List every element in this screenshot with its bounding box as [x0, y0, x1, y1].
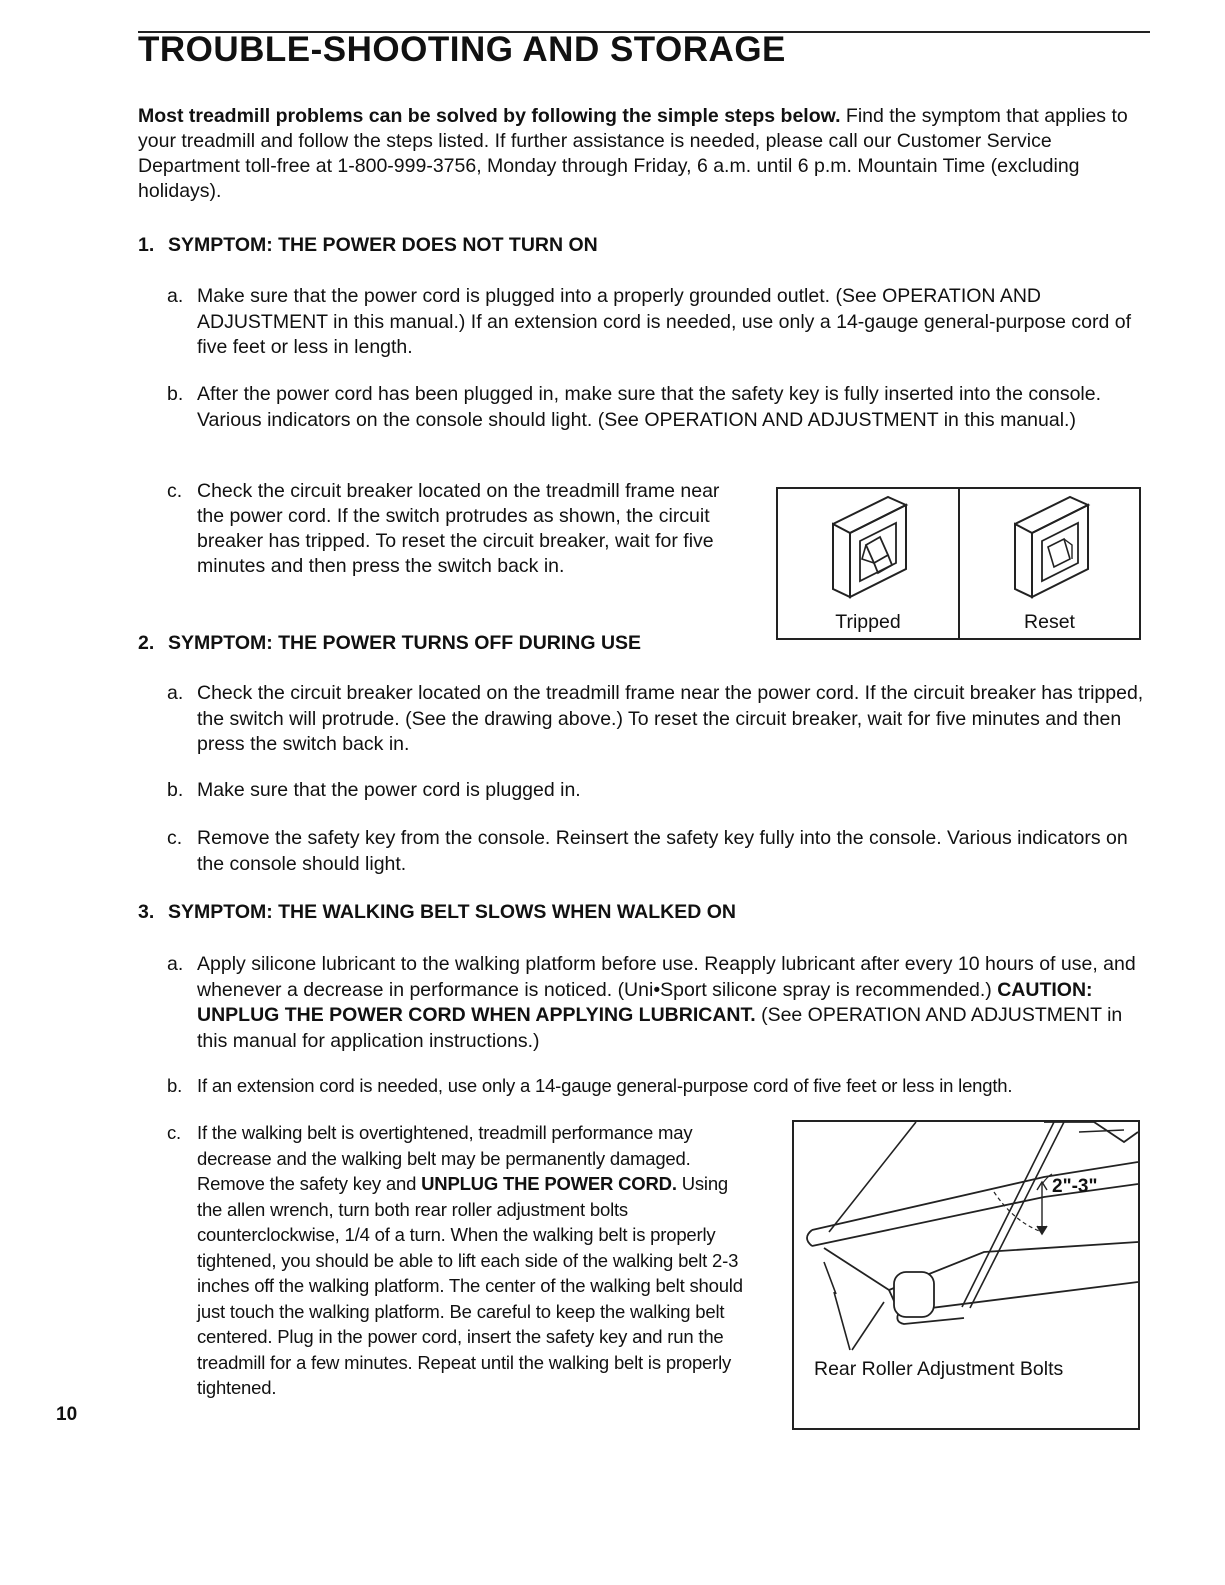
rear-roller-illustration [794, 1122, 1138, 1352]
reset-panel [960, 489, 1139, 638]
section-1-heading: 1. SYMPTOM: THE POWER DOES NOT TURN ON [138, 234, 598, 256]
page-number: 10 [56, 1404, 78, 1425]
section-3-item-a: a. Apply silicone lubricant to the walking platform before use. Reapply lubricant after every 10 hours of use, and whenever a decrease in performance is noticed. (Uni•Sport silicone spray is recommended.) CAUTION: UNPLUG THE POWER CORD WHEN APPLYING LUBRICANT. (See OPERATION AND ADJUSTMENT in this manual for application instructions.) [167, 953, 1136, 1052]
rear-roller-figure [792, 1120, 1140, 1430]
section-2-item-b: b. Make sure that the power cord is plugged in. [167, 779, 581, 801]
section-1-item-b: b. After the power cord has been plugged in, make sure that the safety key is fully inserted into the console. Various indicators on the console should light. (See OPERATION AND ADJUSTMENT in this manual.) [167, 383, 1102, 431]
tripped-switch-illustration [778, 489, 958, 609]
reset-label: Reset [1024, 611, 1075, 633]
page-title: TROUBLE-SHOOTING AND STORAGE [138, 30, 786, 69]
caution-text: CAUTION: UNPLUG THE POWER CORD WHEN APPLYING LUBRICANT. [197, 978, 1093, 1026]
section-3-heading: 3. SYMPTOM: THE WALKING BELT SLOWS WHEN WALKED ON [138, 901, 737, 923]
reset-switch-illustration [960, 489, 1139, 609]
section-2-item-a: a. Check the circuit breaker located on the treadmill frame near the power cord. If the circuit breaker has tripped, the switch will protrude. (See the drawing above.) To reset the circuit breaker, wait for five minutes and then press the switch back in. [167, 682, 1144, 755]
tripped-panel [778, 489, 958, 638]
circuit-breaker-figure [776, 487, 1141, 640]
section-3-item-c: c. If the walking belt is overtightened, treadmill performance may decrease and the walking belt may be permanently damaged. Remove the safety key and UNPLUG THE POWER CORD. Using the allen wrench, turn both rear roller adjustment bolts counterclockwise, 1/4 of a turn. When the walking belt is properly tightened, you should be able to lift each side of the walking belt 2-3 inches off the walking platform. The center of the walking belt should just touch the walking platform. Be careful to keep the walking belt centered. Plug in the power cord, insert the safety key and run the treadmill for a few minutes. Repeat until the walking belt is properly tightened. [167, 1122, 743, 1398]
section-1-item-c: c. Check the circuit breaker located on the treadmill frame near the power cord. If the switch protrudes as shown, the circuit breaker has tripped. To reset the circuit breaker, wait for five minutes and then press the switch back in. [167, 480, 720, 577]
belt-lift-measurement: 2"-3" [1052, 1176, 1098, 1197]
rear-roller-label: Rear Roller Adjustment Bolts [814, 1358, 1064, 1380]
intro-bold: Most treadmill problems can be solved by following the simple steps below. [138, 105, 841, 127]
section-2-item-c: c. Remove the safety key from the console. Reinsert the safety key fully into the console. Various indicators on the console should light. [167, 827, 1128, 875]
intro-text: Find the symptom that applies to your treadmill and follow the steps listed. If further assistance is needed, please call our Customer Service Department toll-free at 1-800-999-3756, Monday through Friday, 6 a.m. until 6 p.m. Mountain Time (excluding holidays). [138, 105, 1128, 202]
unplug-text: UNPLUG THE POWER CORD. [421, 1173, 677, 1194]
section-3-item-b: b. If an extension cord is needed, use only a 14-gauge general-purpose cord of five feet or less in length. [167, 1075, 1013, 1096]
section-2-heading: 2. SYMPTOM: THE POWER TURNS OFF DURING USE [138, 632, 642, 654]
tripped-label: Tripped [835, 611, 901, 633]
section-1-item-a: a. Make sure that the power cord is plugged into a properly grounded outlet. (See OPERATION AND ADJUSTMENT in this manual.) If an extension cord is needed, use only a 14-gauge general-purpose cord of five feet or less in length. [167, 285, 1131, 358]
intro-paragraph [138, 104, 1148, 204]
